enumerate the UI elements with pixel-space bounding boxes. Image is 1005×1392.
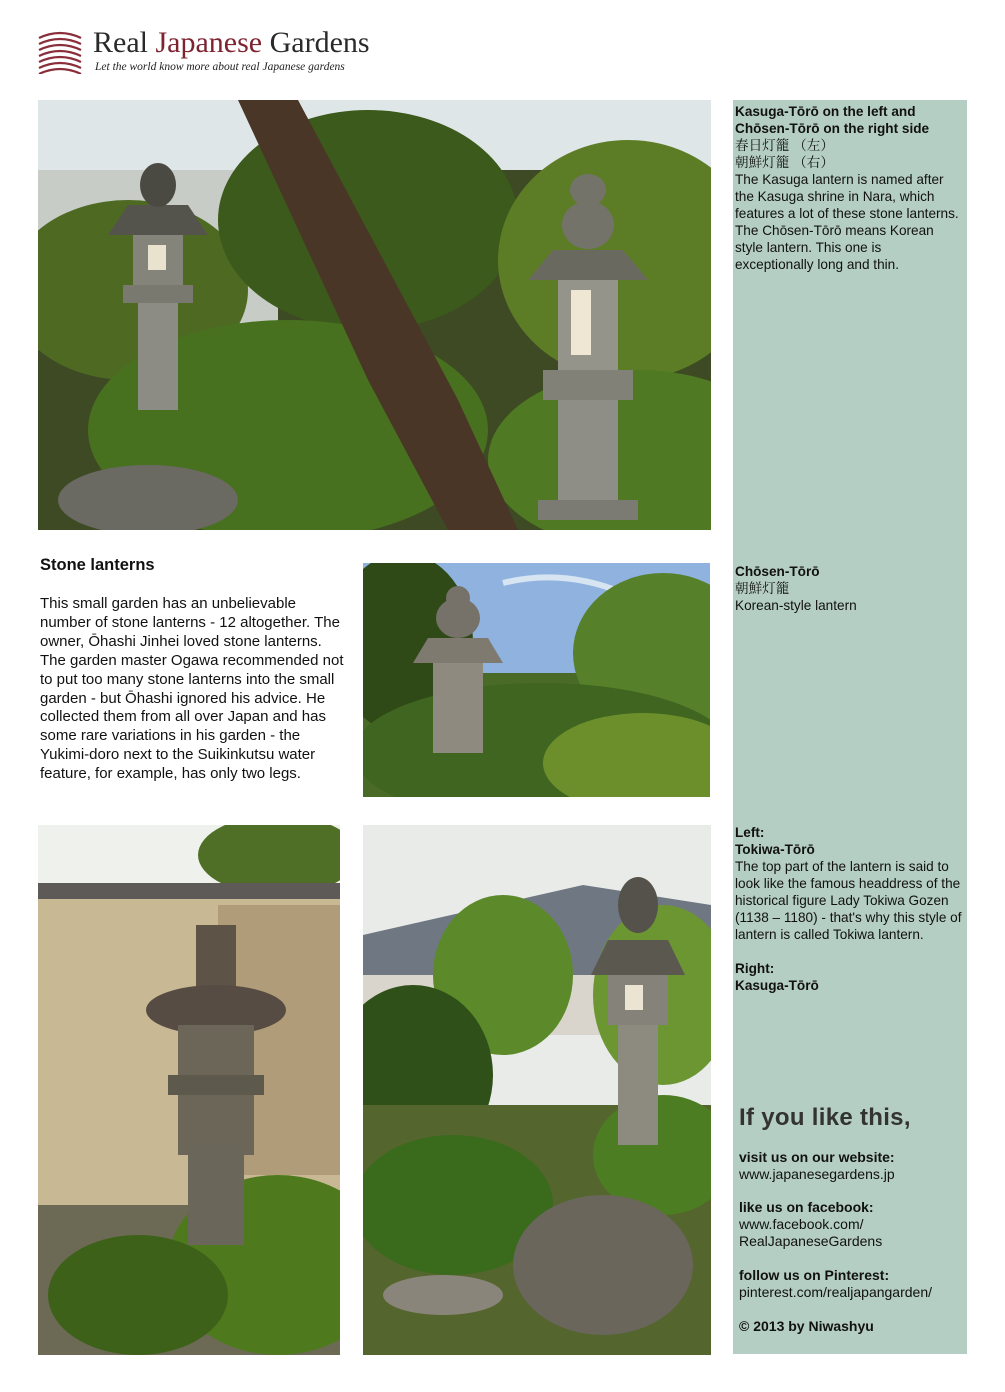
- brand-title-part1: Real: [93, 26, 156, 59]
- caption-tokiwa-heading: Tokiwa-Tōrō: [735, 842, 815, 857]
- article-body: This small garden has an unbelievable number of stone lanterns - 12 altogether. The owner, Ōhashi Jinhei loved stone lanterns. The garden master Ogawa recommended not to put too many stone lanterns into the small garden - but Ōhashi ignored his advice. He collected them from all over Japan and has some rare variations in his garden - the Yukimi-doro next to the Suikinkutsu water feature, for example, has only two legs.: [40, 595, 344, 783]
- caption-right-label: Right:: [735, 961, 775, 976]
- caption-kasuga-chosen-heading: Kasuga-Tōrō on the left and Chōsen-Tōrō on the right side: [735, 104, 930, 136]
- caption-kasuga-chosen-jp-2: 朝鮮灯籠 （右）: [735, 155, 834, 170]
- caption-chosen-toro-jp: 朝鮮灯籠: [735, 581, 790, 596]
- caption-kasuga-chosen-body: The Kasuga lantern is named after the Kasuga shrine in Nara, which features a lot of these stone lanterns. The Chōsen-Tōrō means Korean style lantern. This one is exceptionally long and thin.: [735, 172, 959, 272]
- caption-chosen-toro-body: Korean-style lantern: [735, 598, 857, 613]
- promo-pinterest: [739, 1267, 965, 1301]
- promo-facebook-label: like us on facebook:: [739, 1199, 874, 1215]
- promo-facebook: [739, 1199, 965, 1250]
- promo-website: [739, 1149, 965, 1183]
- caption-tokiwa-body: The top part of the lantern is said to look like the famous headdress of the historical figure Lady Tokiwa Gozen (1138 – 1180) - that's why this style of lantern is called Tokiwa lantern.: [735, 859, 962, 942]
- brand-title-part2: Gardens: [262, 26, 370, 59]
- article-title: Stone lanterns: [40, 556, 155, 574]
- promo-website-label: visit us on our website:: [739, 1149, 895, 1165]
- brand-title-accent: Japanese: [155, 26, 263, 59]
- promo-pinterest-label: follow us on Pinterest:: [739, 1267, 890, 1283]
- photo-chosen-toro: [363, 563, 710, 797]
- photo-tokiwa-toro: [38, 825, 340, 1355]
- brand-tagline: Let the world know more about real Japanese gardens: [95, 61, 345, 73]
- promo-heading: If you like this,: [739, 1104, 911, 1131]
- logo-mark: [38, 30, 82, 74]
- promo-facebook-link-2[interactable]: RealJapaneseGardens: [739, 1233, 883, 1249]
- promo-pinterest-link[interactable]: pinterest.com/realjapangarden/: [739, 1284, 933, 1300]
- caption-chosen-toro-heading: Chōsen-Tōrō: [735, 564, 820, 579]
- caption-chosen-toro: [735, 563, 963, 614]
- caption-kasuga-heading: Kasuga-Tōrō: [735, 978, 819, 993]
- promo-website-link[interactable]: www.japanesegardens.jp: [739, 1166, 895, 1182]
- photo-kasuga-chosen-lanterns: [38, 100, 711, 530]
- caption-kasuga-chosen-jp-1: 春日灯籠 （左）: [735, 138, 834, 153]
- promo-facebook-link-1[interactable]: www.facebook.com/: [739, 1216, 864, 1232]
- caption-tokiwa-kasuga: [735, 824, 963, 994]
- copyright: © 2013 by Niwashyu: [739, 1318, 874, 1334]
- caption-left-label: Left:: [735, 825, 765, 840]
- brand-title: [93, 26, 370, 60]
- photo-garden-kasuga-toro: [363, 825, 711, 1355]
- caption-kasuga-chosen: [735, 103, 963, 273]
